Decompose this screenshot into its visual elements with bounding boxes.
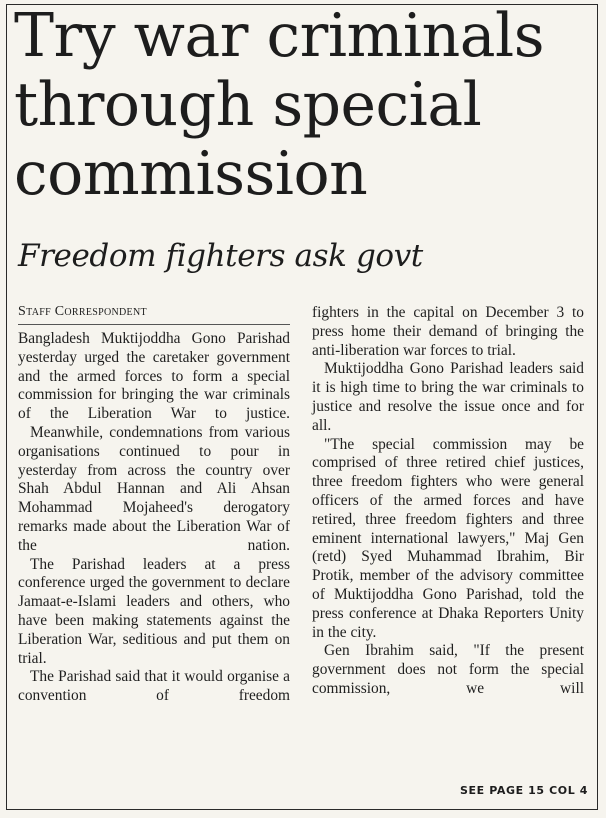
paragraph: Bangladesh Muktijoddha Gono Parishad yesterday urged the caretaker government and the armed forces to form a special commission for bringing the war criminals of the Liberation War to justice.	[18, 330, 290, 423]
paragraph: Muktijoddha Gono Parishad leaders said it is high time to bring the war criminals to justice and resolve the issue once and for all.	[312, 360, 584, 434]
headline-line-2: through special	[14, 70, 482, 140]
headline-line-1: Try war criminals	[14, 1, 545, 71]
paragraph: Meanwhile, condemnations from various organisations continued to pour in yesterday from across the country over Shah Abdul Hannan and Ali Ahsan Mohammad Mojaheed's derogatory remarks made about the Liberation War of the nation.	[18, 423, 290, 554]
jump-line: SEE PAGE 15 COL 4	[460, 784, 588, 797]
paragraph: "The special commission may be comprised of three retired chief justices, three freedom fighters who were general officers of the armed forces and have retired, three freedom fighters and three eminent international lawyers," Maj Gen (retd) Syed Muhammad Ibrahim, Bir Protik, member of the advisory committee of Muktijoddha Gono Parishad, told the press conference at Dhaka Reporters Unity in the city.	[312, 435, 584, 641]
paragraph: fighters in the capital on December 3 to press home their demand of bringing the anti-liberation war forces to trial.	[312, 304, 584, 359]
article-column-2	[312, 304, 584, 699]
subheadline: Freedom fighters ask govt	[18, 238, 423, 274]
headline-line-3: commission	[14, 139, 368, 209]
byline-rule	[18, 324, 290, 325]
paragraph: Gen Ibrahim said, "If the present government does not form the special commission, we will	[312, 642, 584, 697]
paragraph: The Parishad leaders at a press conference urged the government to declare Jamaat-e-Islami leaders and others, who have been making statements against the Liberation War, seditious and put them on trial.	[18, 555, 290, 667]
headline	[14, 2, 594, 209]
byline: Staff Correspondent	[18, 304, 147, 319]
article-column-1	[18, 330, 290, 706]
paragraph: The Parishad said that it would organise a convention of freedom	[18, 668, 290, 705]
